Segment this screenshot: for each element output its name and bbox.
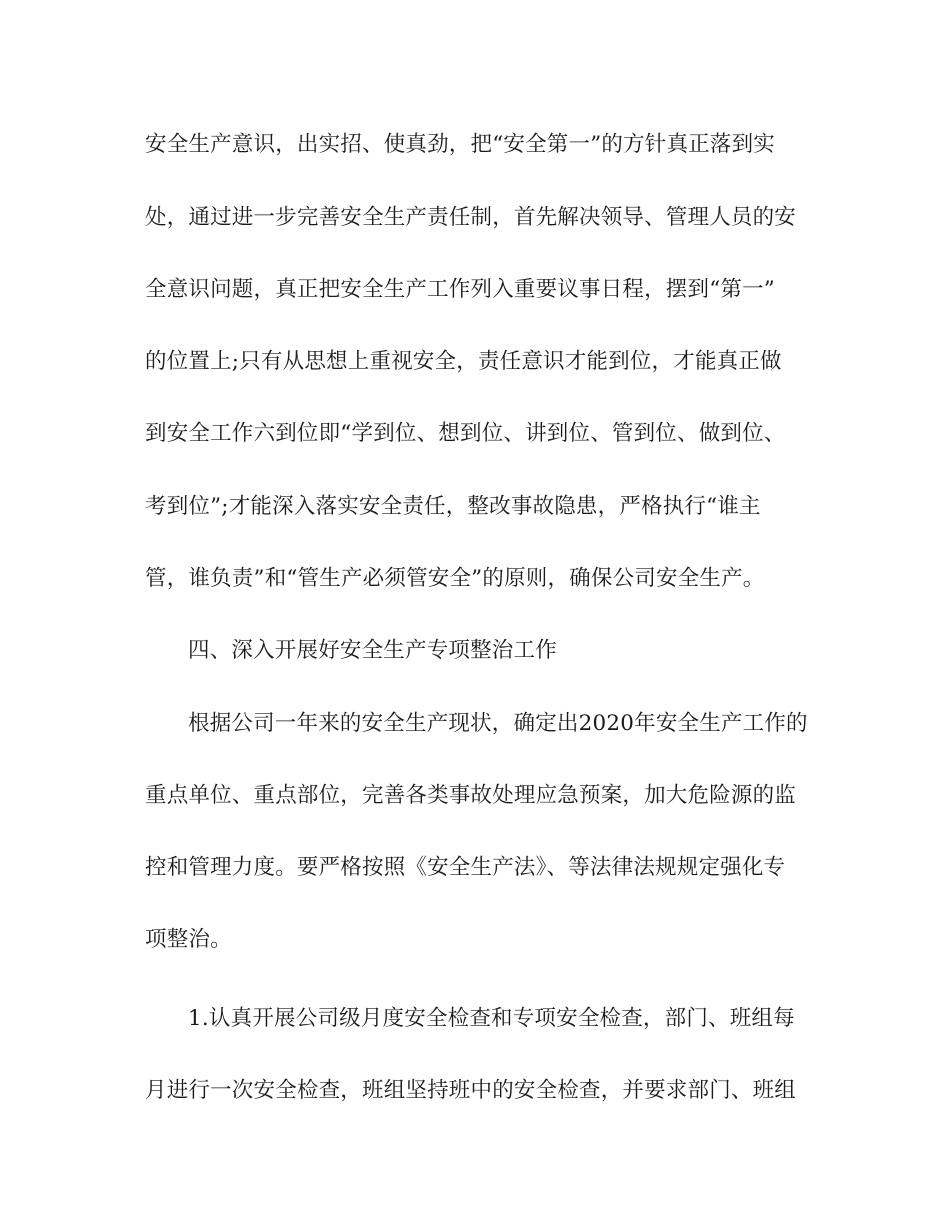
paragraph-line: 到安全工作六到位即“学到位、想到位、讲到位、管到位、做到位、	[145, 421, 786, 446]
paragraph-line: 的位置上;只有从思想上重视安全，责任意识才能到位，才能真正做	[145, 349, 782, 374]
list-item-line: 1.认真开展公司级月度安全检查和专项安全检查，部门、班组每	[188, 1006, 795, 1031]
list-item-line: 月进行一次安全检查，班组坚持班中的安全检查，并要求部门、班组	[145, 1078, 797, 1103]
section-heading: 四、深入开展好安全生产专项整治工作	[188, 638, 557, 663]
paragraph-line: 处，通过进一步完善安全生产责任制，首先解决领导、管理人员的安	[145, 205, 797, 230]
paragraph-line: 考到位”;才能深入落实安全责任，整改事故隐患，严格执行“谁主	[145, 494, 761, 519]
paragraph-line: 安全生产意识，出实招、使真劲，把“安全第一”的方针真正落到实	[145, 132, 775, 157]
paragraph-line: 项整治。	[145, 927, 232, 952]
paragraph-line: 管，谁负责”和“管生产必须管安全”的原则，确保公司安全生产。	[145, 566, 765, 591]
paragraph-line: 控和管理力度。要严格按照《安全生产法》、等法律法规规定强化专	[145, 855, 786, 880]
paragraph-line: 重点单位、重点部位，完善各类事故处理应急预案，加大危险源的监	[145, 783, 797, 808]
paragraph-line: 全意识问题，真正把安全生产工作列入重要议事日程，摆到“第一”	[145, 277, 775, 302]
paragraph-line: 根据公司一年来的安全生产现状，确定出2020年安全生产工作的	[188, 711, 808, 736]
